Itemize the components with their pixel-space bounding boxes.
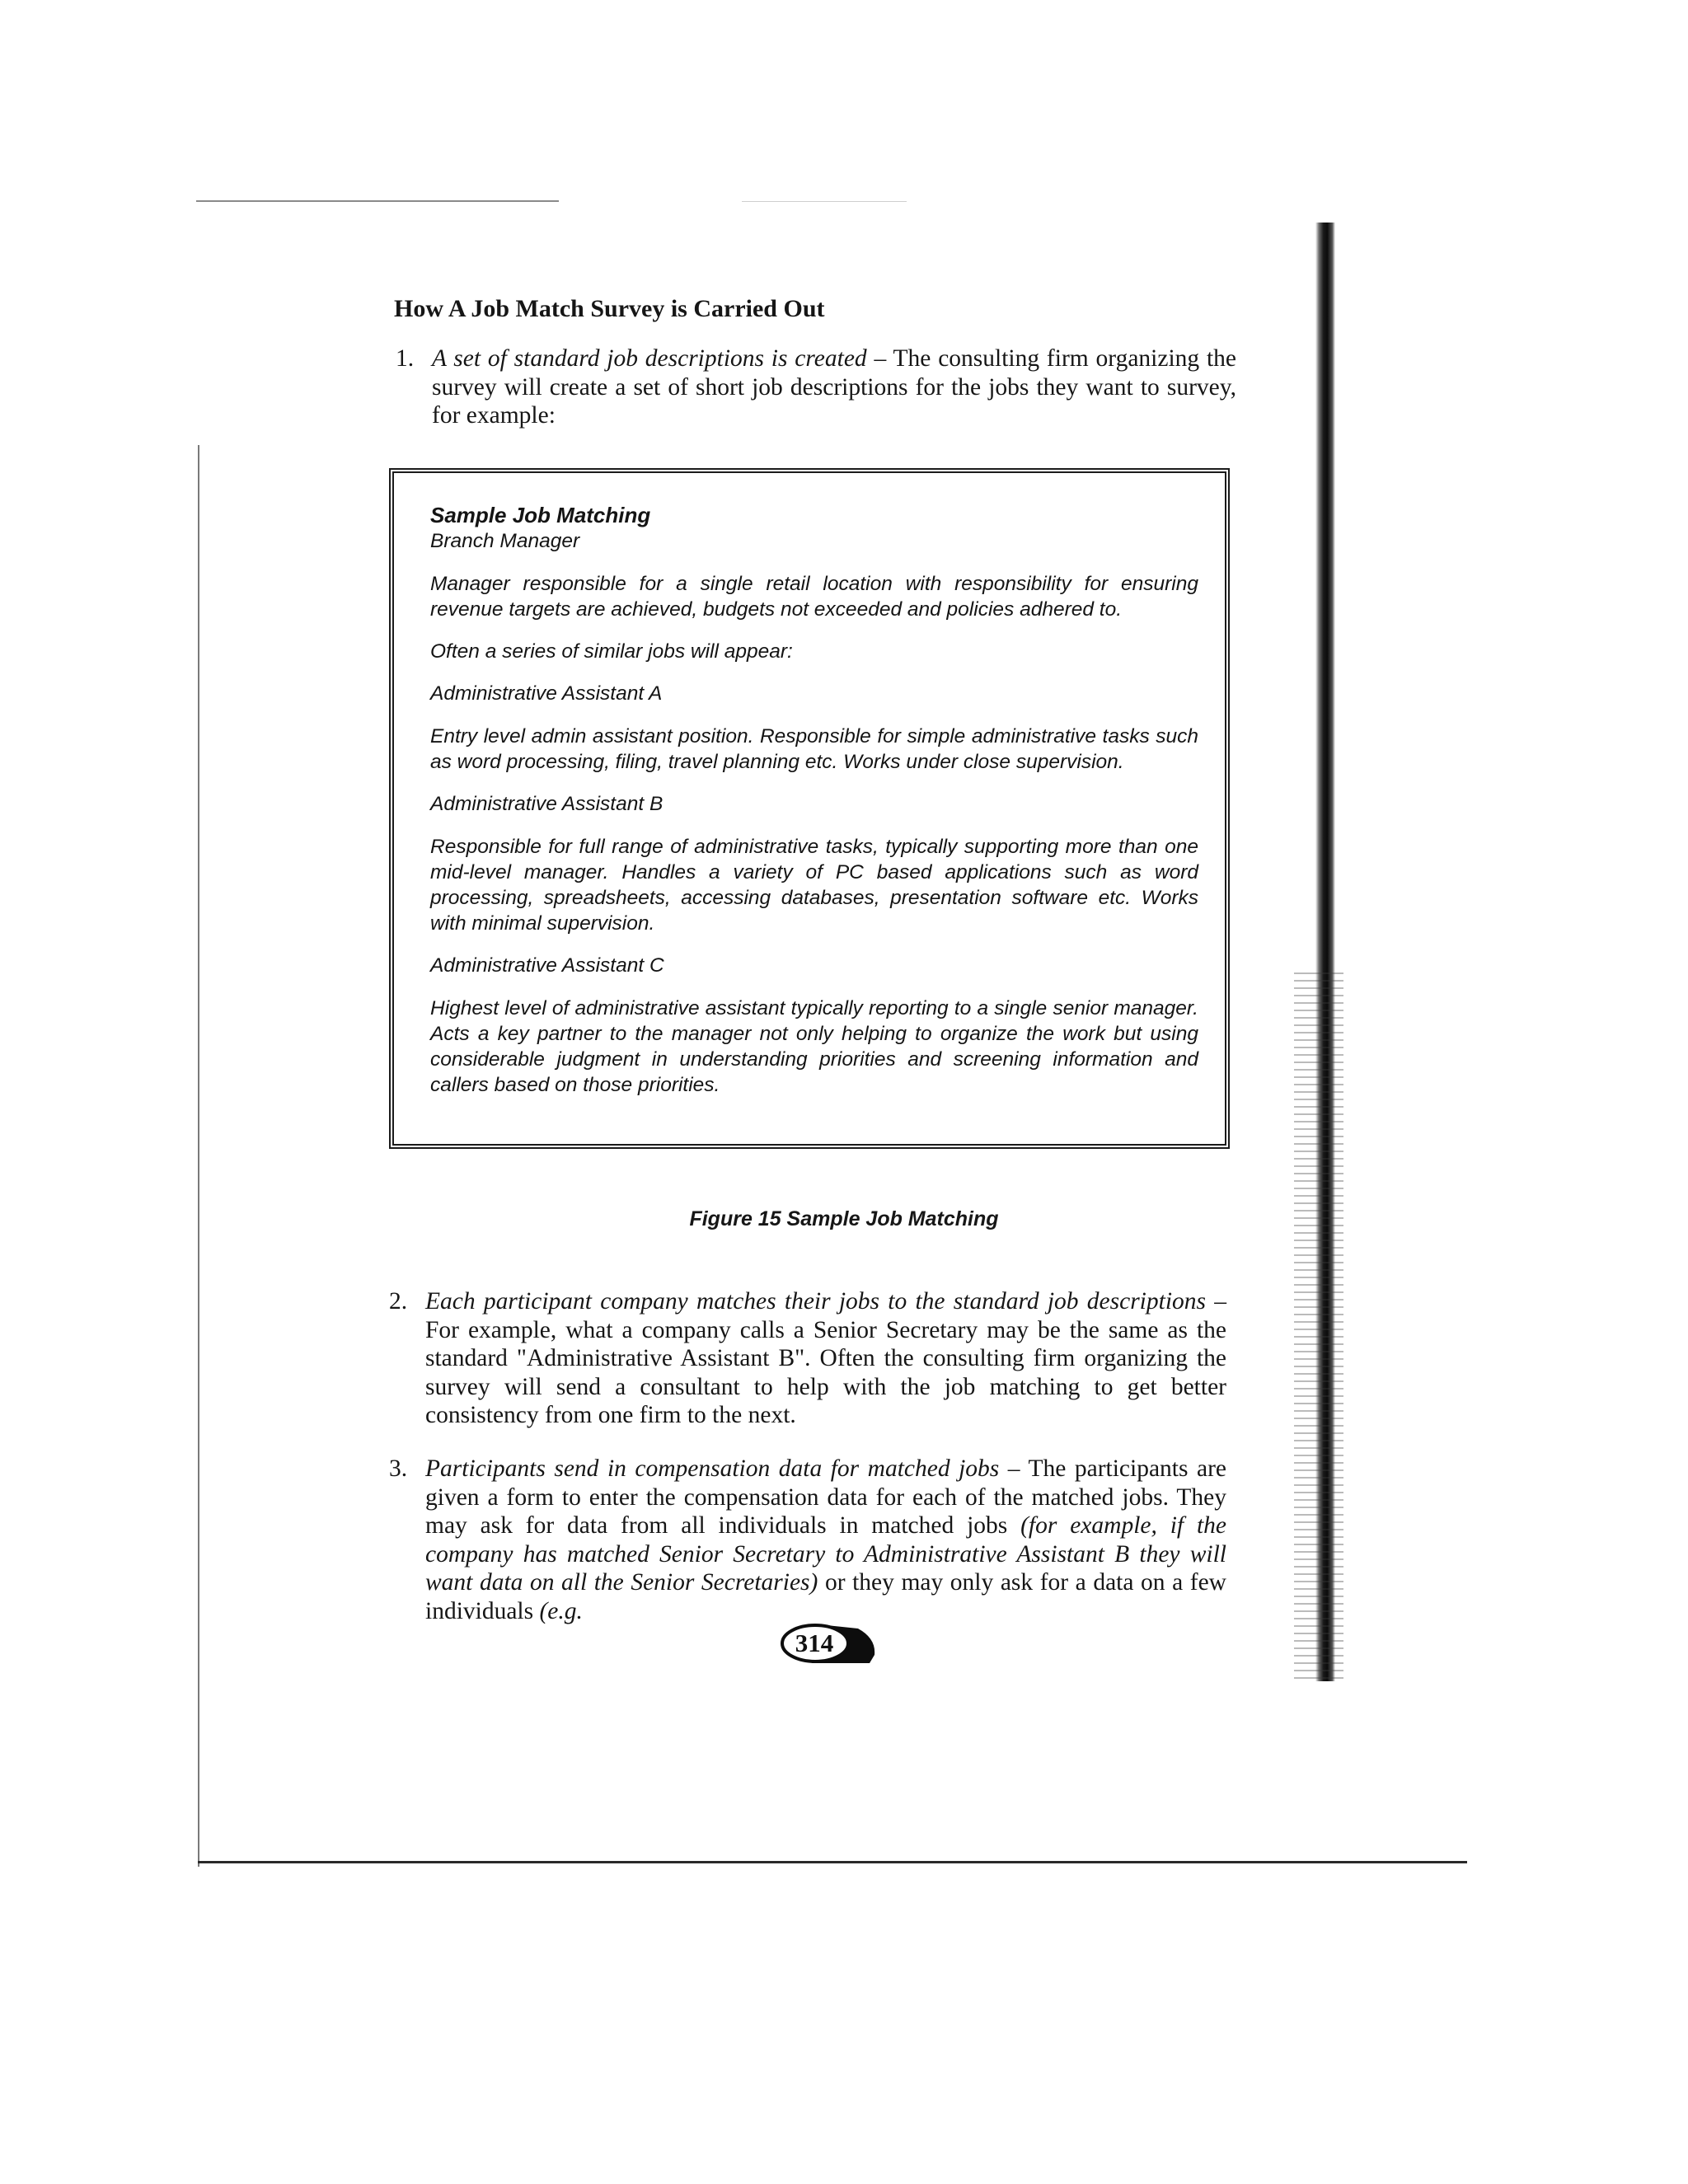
item-text: – For example, what a company calls a Senior Secretary may be the same as the standard "Administrative Assistant B". Often the consulting firm organizing the survey will send a consultant to help with the job matching to get better consistency from one firm to the next. (425, 1288, 1227, 1428)
figure-caption: Figure 15 Sample Job Matching (689, 1207, 999, 1230)
bottom-rule (198, 1861, 1467, 1863)
item-italic-example: (for example, if the company has matched Senior Secretary to Administrative Assistant B they will want data on all the Senior Secretaries) (425, 1512, 1226, 1596)
top-rule (196, 200, 559, 202)
top-rule-faint (742, 201, 907, 202)
item-italic-example: (e.g. (539, 1597, 583, 1624)
list-number: 2. (389, 1288, 408, 1315)
job-title: Administrative Assistant B (430, 793, 663, 815)
list-number: 1. (396, 345, 415, 372)
item-text: – The participants are given a form to enter the compensation data for each of the matched jobs. They may ask for data from all individuals in matched jobs (425, 1455, 1226, 1539)
spine-texture (1294, 972, 1343, 1681)
list-item-1 (396, 344, 1236, 430)
list-number: 3. (389, 1455, 408, 1482)
item-lead: Participants send in compensation data for matched jobs (425, 1455, 1000, 1482)
job-description: Entry level admin assistant position. Responsible for simple administrative tasks such as word processing, filing, travel planning etc. Works under close supervision. (430, 725, 1198, 773)
sample-job-matching-box (389, 468, 1230, 1149)
page-number: 314 (795, 1629, 834, 1657)
sample-box-content (430, 503, 1198, 1098)
section-heading: How A Job Match Survey is Carried Out (394, 295, 825, 322)
job-description: Responsible for full range of administrative tasks, typically supporting more than one mid-level manager. Handles a variety of PC based applications such as word processing, spreadsheets, accessing databases, presentation software etc. Works with minimal supervision. (430, 836, 1198, 935)
job-title: Administrative Assistant C (430, 954, 664, 977)
list-item-3 (389, 1455, 1226, 1625)
item-text: or they may only ask for a data on a few individuals (425, 1569, 1226, 1624)
job-description: Manager responsible for a single retail location with responsibility for ensuring revenue targets are achieved, budgets not exceeded and policies adhered to. (430, 573, 1198, 621)
job-title: Administrative Assistant A (430, 682, 663, 705)
page-left-edge (198, 445, 199, 1867)
series-note: Often a series of similar jobs will appear: (430, 640, 793, 663)
job-description: Highest level of administrative assistant typically reporting to a single senior manager. Acts a key partner to the manager not only helping to organize the work but using considerable judgment in understanding priorities and screening information and callers based on those priorities. (430, 997, 1198, 1096)
job-title: Branch Manager (430, 530, 580, 552)
item-lead: A set of standard job descriptions is created (432, 345, 867, 372)
sample-title: Sample Job Matching (430, 503, 651, 527)
list-item-2 (389, 1287, 1227, 1430)
item-text: – The consulting firm organizing the survey will create a set of short job descriptions for the jobs they want to survey, for example: (432, 345, 1236, 429)
item-lead: Each participant company matches their jobs to the standard job descriptions (425, 1288, 1206, 1315)
